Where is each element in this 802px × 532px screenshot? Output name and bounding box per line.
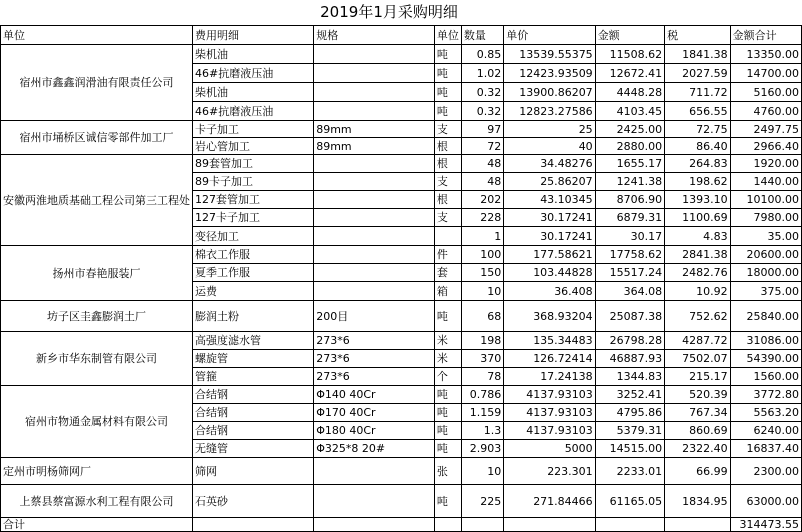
item-cell[interactable]: 管箍: [193, 368, 314, 386]
header-cell[interactable]: 规格: [314, 26, 435, 45]
unit-cell[interactable]: 根: [434, 138, 461, 155]
empty-cell[interactable]: [314, 518, 435, 532]
amount-cell[interactable]: 4795.86: [595, 404, 664, 422]
total-cell[interactable]: 13350.00: [730, 45, 801, 64]
qty-cell[interactable]: 78: [461, 368, 503, 386]
price-cell[interactable]: 13539.55375: [504, 45, 595, 64]
supplier-name-cell[interactable]: 定州市明杨筛网厂: [1, 458, 193, 485]
price-cell[interactable]: 40: [504, 138, 595, 155]
amount-cell[interactable]: 25087.38: [595, 301, 664, 332]
tax-cell[interactable]: 1834.95: [665, 485, 730, 518]
tax-cell[interactable]: 66.99: [665, 458, 730, 485]
unit-cell[interactable]: 吨: [434, 64, 461, 83]
qty-cell[interactable]: 1.02: [461, 64, 503, 83]
qty-cell[interactable]: 2.903: [461, 440, 503, 458]
unit-cell[interactable]: 吨: [434, 386, 461, 404]
total-cell[interactable]: 1920.00: [730, 155, 801, 173]
item-cell[interactable]: 石英砂: [193, 485, 314, 518]
item-cell[interactable]: 筛网: [193, 458, 314, 485]
item-cell[interactable]: 合结钢: [193, 422, 314, 440]
amount-cell[interactable]: 1344.83: [595, 368, 664, 386]
empty-cell[interactable]: [434, 518, 461, 532]
amount-cell[interactable]: 61165.05: [595, 485, 664, 518]
spec-cell[interactable]: [314, 64, 435, 83]
amount-cell[interactable]: 17758.62: [595, 246, 664, 264]
unit-cell[interactable]: 吨: [434, 102, 461, 121]
tax-cell[interactable]: 215.17: [665, 368, 730, 386]
total-cell[interactable]: 7980.00: [730, 209, 801, 227]
amount-cell[interactable]: 1655.17: [595, 155, 664, 173]
tax-cell[interactable]: 520.39: [665, 386, 730, 404]
price-cell[interactable]: 13900.86207: [504, 83, 595, 102]
amount-cell[interactable]: 1241.38: [595, 173, 664, 191]
tax-cell[interactable]: 1841.38: [665, 45, 730, 64]
unit-cell[interactable]: 吨: [434, 485, 461, 518]
spec-cell[interactable]: [314, 458, 435, 485]
unit-cell[interactable]: 支: [434, 121, 461, 138]
spec-cell[interactable]: 89mm: [314, 138, 435, 155]
total-cell[interactable]: 5563.20: [730, 404, 801, 422]
total-cell[interactable]: 6240.00: [730, 422, 801, 440]
amount-cell[interactable]: 2880.00: [595, 138, 664, 155]
spec-cell[interactable]: [314, 209, 435, 227]
spec-cell[interactable]: [314, 173, 435, 191]
sheet-title: 2019年1月采购明细: [320, 3, 458, 21]
qty-cell[interactable]: 225: [461, 485, 503, 518]
tax-cell[interactable]: 72.75: [665, 121, 730, 138]
total-cell[interactable]: 31086.00: [730, 332, 801, 350]
total-cell[interactable]: 16837.40: [730, 440, 801, 458]
table-row: [1, 485, 802, 518]
price-cell[interactable]: 135.34483: [504, 332, 595, 350]
spec-cell[interactable]: Φ140 40Cr: [314, 386, 435, 404]
table-row: [1, 386, 802, 404]
amount-cell[interactable]: 5379.31: [595, 422, 664, 440]
total-cell[interactable]: 35.00: [730, 227, 801, 246]
total-cell[interactable]: 63000.00: [730, 485, 801, 518]
header-cell[interactable]: 金额合计: [730, 26, 801, 45]
spec-cell[interactable]: [314, 102, 435, 121]
spec-cell[interactable]: 89mm: [314, 121, 435, 138]
price-cell[interactable]: 30.17241: [504, 227, 595, 246]
total-cell[interactable]: 1440.00: [730, 173, 801, 191]
unit-cell[interactable]: 支: [434, 209, 461, 227]
qty-cell[interactable]: 68: [461, 301, 503, 332]
amount-cell[interactable]: 2233.01: [595, 458, 664, 485]
qty-cell[interactable]: 370: [461, 350, 503, 368]
header-cell[interactable]: 数量: [461, 26, 503, 45]
price-cell[interactable]: 126.72414: [504, 350, 595, 368]
price-cell[interactable]: 25: [504, 121, 595, 138]
table-row: [1, 301, 802, 332]
tax-cell[interactable]: 752.62: [665, 301, 730, 332]
empty-cell[interactable]: [665, 518, 730, 532]
spec-cell[interactable]: Φ180 40Cr: [314, 422, 435, 440]
unit-cell[interactable]: 箱: [434, 282, 461, 301]
empty-cell[interactable]: [504, 518, 595, 532]
grand-total-cell[interactable]: 314473.55: [730, 518, 801, 532]
qty-cell[interactable]: 48: [461, 173, 503, 191]
total-cell[interactable]: 1560.00: [730, 368, 801, 386]
amount-cell[interactable]: 6879.31: [595, 209, 664, 227]
table-row: [1, 246, 802, 264]
price-cell[interactable]: 4137.93103: [504, 404, 595, 422]
table-row: [1, 332, 802, 350]
price-cell[interactable]: 36.408: [504, 282, 595, 301]
tax-cell[interactable]: 7502.07: [665, 350, 730, 368]
total-cell[interactable]: 5160.00: [730, 83, 801, 102]
qty-cell[interactable]: 0.32: [461, 102, 503, 121]
unit-cell[interactable]: 件: [434, 246, 461, 264]
spec-cell[interactable]: [314, 264, 435, 282]
total-label-cell[interactable]: 合计: [1, 518, 193, 532]
amount-cell[interactable]: 11508.62: [595, 45, 664, 64]
price-cell[interactable]: 17.24138: [504, 368, 595, 386]
unit-cell[interactable]: 张: [434, 458, 461, 485]
qty-cell[interactable]: 100: [461, 246, 503, 264]
amount-cell[interactable]: 2425.00: [595, 121, 664, 138]
unit-cell[interactable]: 吨: [434, 83, 461, 102]
supplier-name-cell[interactable]: 扬州市春艳服装厂: [1, 246, 193, 301]
spec-cell[interactable]: 200目: [314, 301, 435, 332]
qty-cell[interactable]: 10: [461, 458, 503, 485]
qty-cell[interactable]: 10: [461, 282, 503, 301]
total-cell[interactable]: 4760.00: [730, 102, 801, 121]
amount-cell[interactable]: 364.08: [595, 282, 664, 301]
total-cell[interactable]: 18000.00: [730, 264, 801, 282]
spec-cell[interactable]: Φ325*8 20#: [314, 440, 435, 458]
header-cell[interactable]: 单价: [504, 26, 595, 45]
empty-cell[interactable]: [595, 518, 664, 532]
supplier-name-cell[interactable]: 宿州市鑫鑫润滑油有限责任公司: [1, 45, 193, 121]
supplier-name-cell[interactable]: 新乡市华东制管有限公司: [1, 332, 193, 386]
tax-cell[interactable]: 2482.76: [665, 264, 730, 282]
amount-cell[interactable]: 4103.45: [595, 102, 664, 121]
tax-cell[interactable]: 767.34: [665, 404, 730, 422]
qty-cell[interactable]: 1: [461, 227, 503, 246]
table-row: [1, 45, 802, 64]
item-cell[interactable]: 46#抗磨液压油: [193, 64, 314, 83]
total-cell[interactable]: 54390.00: [730, 350, 801, 368]
qty-cell[interactable]: 0.85: [461, 45, 503, 64]
tax-cell[interactable]: 1100.69: [665, 209, 730, 227]
spec-cell[interactable]: [314, 45, 435, 64]
item-cell[interactable]: 无缝管: [193, 440, 314, 458]
price-cell[interactable]: 5000: [504, 440, 595, 458]
unit-cell[interactable]: 个: [434, 368, 461, 386]
tax-cell[interactable]: 4.83: [665, 227, 730, 246]
header-cell[interactable]: 金额: [595, 26, 664, 45]
table-row: [1, 121, 802, 138]
amount-cell[interactable]: 14515.00: [595, 440, 664, 458]
tax-cell[interactable]: 10.92: [665, 282, 730, 301]
spec-cell[interactable]: 273*6: [314, 332, 435, 350]
price-cell[interactable]: 4137.93103: [504, 422, 595, 440]
tax-cell[interactable]: 2322.40: [665, 440, 730, 458]
price-cell[interactable]: 368.93204: [504, 301, 595, 332]
table-row: [1, 155, 802, 173]
price-cell[interactable]: 103.44828: [504, 264, 595, 282]
item-cell[interactable]: 卡子加工: [193, 121, 314, 138]
item-cell[interactable]: 127卡子加工: [193, 209, 314, 227]
tax-cell[interactable]: 656.55: [665, 102, 730, 121]
amount-cell[interactable]: 30.17: [595, 227, 664, 246]
spec-cell[interactable]: [314, 155, 435, 173]
unit-cell[interactable]: [434, 227, 461, 246]
unit-cell[interactable]: 套: [434, 264, 461, 282]
spec-cell[interactable]: [314, 282, 435, 301]
unit-cell[interactable]: 吨: [434, 45, 461, 64]
purchase-table: [0, 25, 802, 532]
item-cell[interactable]: 运费: [193, 282, 314, 301]
spec-cell[interactable]: [314, 227, 435, 246]
qty-cell[interactable]: 0.32: [461, 83, 503, 102]
amount-cell[interactable]: 15517.24: [595, 264, 664, 282]
tax-cell[interactable]: 711.72: [665, 83, 730, 102]
item-cell[interactable]: 89套管加工: [193, 155, 314, 173]
total-cell[interactable]: 25840.00: [730, 301, 801, 332]
supplier-name-cell[interactable]: 安徽两淮地质基础工程公司第三工程处: [1, 155, 193, 246]
qty-cell[interactable]: 72: [461, 138, 503, 155]
price-cell[interactable]: 43.10345: [504, 191, 595, 209]
unit-cell[interactable]: 支: [434, 173, 461, 191]
item-cell[interactable]: 螺旋管: [193, 350, 314, 368]
unit-cell[interactable]: 米: [434, 350, 461, 368]
price-cell[interactable]: 223.301: [504, 458, 595, 485]
item-cell[interactable]: 棉衣工作服: [193, 246, 314, 264]
tax-cell[interactable]: 2027.59: [665, 64, 730, 83]
total-cell[interactable]: 2966.40: [730, 138, 801, 155]
total-row: [1, 518, 802, 532]
tax-cell[interactable]: 4287.72: [665, 332, 730, 350]
item-cell[interactable]: 岩心管加工: [193, 138, 314, 155]
item-cell[interactable]: 合结钢: [193, 404, 314, 422]
total-cell[interactable]: 375.00: [730, 282, 801, 301]
price-cell[interactable]: 4137.93103: [504, 386, 595, 404]
spec-cell[interactable]: [314, 246, 435, 264]
tax-cell[interactable]: 198.62: [665, 173, 730, 191]
item-cell[interactable]: 合结钢: [193, 386, 314, 404]
spec-cell[interactable]: [314, 191, 435, 209]
qty-cell[interactable]: 202: [461, 191, 503, 209]
price-cell[interactable]: 30.17241: [504, 209, 595, 227]
qty-cell[interactable]: 1.159: [461, 404, 503, 422]
supplier-name-cell[interactable]: 上蔡县蔡富源水利工程有限公司: [1, 485, 193, 518]
spec-cell[interactable]: 273*6: [314, 350, 435, 368]
supplier-name-cell[interactable]: 坊子区圭鑫膨润土厂: [1, 301, 193, 332]
header-cell[interactable]: 单位: [1, 26, 193, 45]
supplier-name-cell[interactable]: 宿州市物通金属材料有限公司: [1, 386, 193, 458]
header-cell[interactable]: 单位: [434, 26, 461, 45]
spec-cell[interactable]: [314, 485, 435, 518]
tax-cell[interactable]: 264.83: [665, 155, 730, 173]
item-cell[interactable]: 127套管加工: [193, 191, 314, 209]
unit-cell[interactable]: 吨: [434, 404, 461, 422]
amount-cell[interactable]: 3252.41: [595, 386, 664, 404]
header-cell[interactable]: 费用明细: [193, 26, 314, 45]
item-cell[interactable]: 89卡子加工: [193, 173, 314, 191]
table-body: [1, 26, 802, 532]
total-cell[interactable]: 2497.75: [730, 121, 801, 138]
item-cell[interactable]: 高强度滤水管: [193, 332, 314, 350]
price-cell[interactable]: 12423.93509: [504, 64, 595, 83]
qty-cell[interactable]: 198: [461, 332, 503, 350]
price-cell[interactable]: 34.48276: [504, 155, 595, 173]
qty-cell[interactable]: 150: [461, 264, 503, 282]
qty-cell[interactable]: 1.3: [461, 422, 503, 440]
supplier-name-cell[interactable]: 宿州市埇桥区诚信零部件加工厂: [1, 121, 193, 155]
item-cell[interactable]: 柴机油: [193, 45, 314, 64]
amount-cell[interactable]: 8706.90: [595, 191, 664, 209]
price-cell[interactable]: 12823.27586: [504, 102, 595, 121]
empty-cell[interactable]: [193, 518, 314, 532]
amount-cell[interactable]: 26798.28: [595, 332, 664, 350]
header-row: [1, 26, 802, 45]
spec-cell[interactable]: Φ170 40Cr: [314, 404, 435, 422]
spec-cell[interactable]: [314, 83, 435, 102]
item-cell[interactable]: 膨润土粉: [193, 301, 314, 332]
amount-cell[interactable]: 12672.41: [595, 64, 664, 83]
amount-cell[interactable]: 46887.93: [595, 350, 664, 368]
item-cell[interactable]: 柴机油: [193, 83, 314, 102]
tax-cell[interactable]: 2841.38: [665, 246, 730, 264]
amount-cell[interactable]: 4448.28: [595, 83, 664, 102]
tax-cell[interactable]: 86.40: [665, 138, 730, 155]
total-cell[interactable]: 20600.00: [730, 246, 801, 264]
total-cell[interactable]: 10100.00: [730, 191, 801, 209]
unit-cell[interactable]: 根: [434, 155, 461, 173]
unit-cell[interactable]: 米: [434, 332, 461, 350]
header-cell[interactable]: 税: [665, 26, 730, 45]
unit-cell[interactable]: 吨: [434, 422, 461, 440]
qty-cell[interactable]: 228: [461, 209, 503, 227]
unit-cell[interactable]: 吨: [434, 440, 461, 458]
tax-cell[interactable]: 1393.10: [665, 191, 730, 209]
item-cell[interactable]: 夏季工作服: [193, 264, 314, 282]
spec-cell[interactable]: 273*6: [314, 368, 435, 386]
table-row: [1, 458, 802, 485]
price-cell[interactable]: 177.58621: [504, 246, 595, 264]
empty-cell[interactable]: [461, 518, 503, 532]
qty-cell[interactable]: 0.786: [461, 386, 503, 404]
price-cell[interactable]: 25.86207: [504, 173, 595, 191]
item-cell[interactable]: 46#抗磨液压油: [193, 102, 314, 121]
tax-cell[interactable]: 860.69: [665, 422, 730, 440]
total-cell[interactable]: 2300.00: [730, 458, 801, 485]
total-cell[interactable]: 14700.00: [730, 64, 801, 83]
price-cell[interactable]: 271.84466: [504, 485, 595, 518]
qty-cell[interactable]: 97: [461, 121, 503, 138]
qty-cell[interactable]: 48: [461, 155, 503, 173]
unit-cell[interactable]: 吨: [434, 301, 461, 332]
item-cell[interactable]: 变径加工: [193, 227, 314, 246]
unit-cell[interactable]: 根: [434, 191, 461, 209]
total-cell[interactable]: 3772.80: [730, 386, 801, 404]
